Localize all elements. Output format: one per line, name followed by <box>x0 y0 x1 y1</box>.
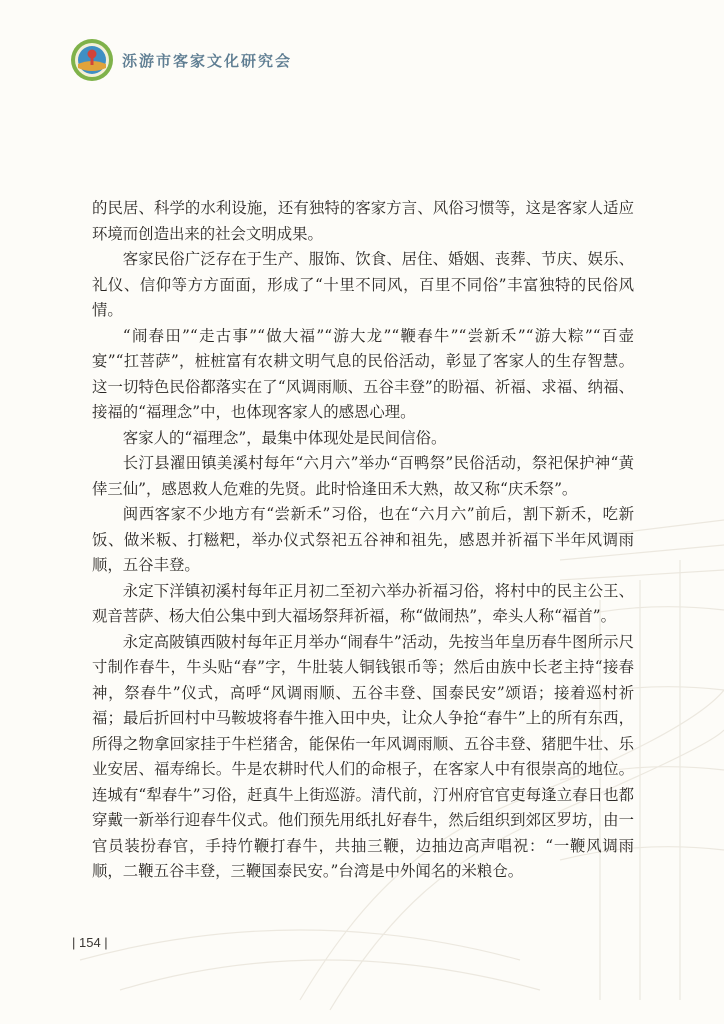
page-number: | 154 | <box>72 935 108 950</box>
paragraph: 长汀县濯田镇美溪村每年“六月六”举办“百鸭祭”民俗活动，祭祀保护神“黄倖三仙”，感恩救人危难的先贤。此时恰逢田禾大熟，故又称“庆禾祭”。 <box>92 454 634 498</box>
article-body <box>92 196 634 885</box>
organization-name: 泺游市客家文化研究会 <box>122 51 293 70</box>
paragraph: “闹春田”“走古事”“做大福”“游大龙”“鞭春牛”“尝新禾”“游大粽”“百壶宴”“扛菩萨”，桩桩富有农耕文明气息的民俗活动，彰显了客家人的生存智慧。这一切特色民俗都落实在了“风调雨顺、五谷丰登”的盼福、祈福、求福、纳福、接福的“福理念”中，也体现客家人的感恩心理。 <box>92 326 634 421</box>
paragraph: 永定下洋镇初溪村每年正月初二至初六举办祈福习俗，将村中的民主公王、观音菩萨、杨大伯公集中到大福场祭拜祈福，称“做闹热”，牵头人称“福首”。 <box>92 581 634 625</box>
paragraph: 闽西客家不少地方有“尝新禾”习俗，也在“六月六”前后，割下新禾，吃新饭、做米粄、打糍粑，举办仪式祭祀五谷神和祖先，感恩并祈福下半年风调雨顺，五谷丰登。 <box>92 505 634 574</box>
association-seal-icon <box>70 38 114 82</box>
paragraph: 客家民俗广泛存在于生产、服饰、饮食、居住、婚姻、丧葬、节庆、娱乐、礼仪、信仰等方方面面，形成了“十里不同风，百里不同俗”丰富独特的民俗风情。 <box>92 250 634 319</box>
paragraph: 客家人的“福理念”，最集中体现处是民间信俗。 <box>122 428 447 447</box>
paragraph: 的民居、科学的水利设施，还有独特的客家方言、风俗习惯等，这是客家人适应环境而创造出来的社会文明成果。 <box>92 199 634 243</box>
page-header <box>70 38 292 82</box>
paragraph: 永定高陂镇西陂村每年正月举办“闹春牛”活动，先按当年皇历春牛图所示尺寸制作春牛，牛头贴“春”字，牛肚装人铜钱银币等；然后由族中长老主持“接春神，祭春牛”仪式，高呼“风调雨顺、五谷丰登、国泰民安”颂语；接着巡村祈福；最后折回村中马鞍坡将春牛推入田中央，让众人争抢“春牛”上的所有东西，所得之物拿回家挂于牛栏猪舍，能保佑一年风调雨顺、五谷丰登、猪肥牛壮、乐业安居、福寿绵长。牛是农耕时代人们的命根子，在客家人中有很崇高的地位。连城有“犁春牛”习俗，赶真牛上街巡游。清代前，汀州府官官吏每逢立春日也都穿戴一新举行迎春牛仪式。他们预先用纸扎好春牛，然后组织到郊区罗坊，由一官员装扮春官，手持竹鞭打春牛，共抽三鞭，边抽边高声唱祝：“一鞭风调雨顺，二鞭五谷丰登，三鞭国泰民安。”台湾是中外闻名的米粮仓。 <box>92 632 634 880</box>
